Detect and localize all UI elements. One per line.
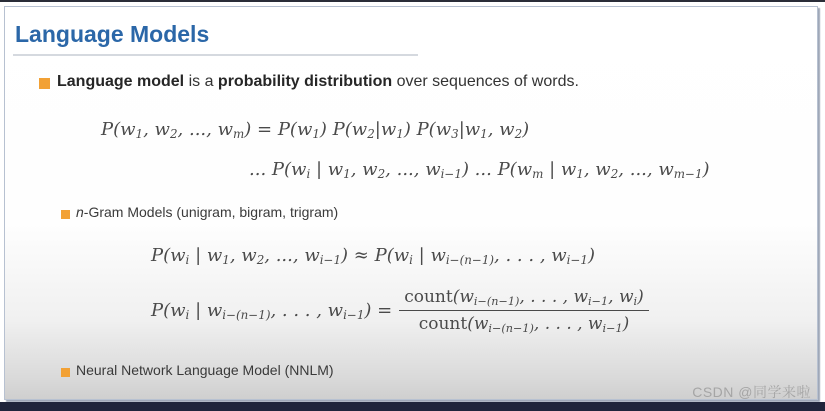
ngram-count-formula: [151, 287, 649, 334]
count-fraction-numerator: count(wi−(n−1), . . . , wi−1, wi): [399, 287, 649, 311]
bullet-icon: [61, 368, 70, 377]
chain-rule-formula-line2: ... P(wi | w1, w2, ..., wi−1) ... P(wm | w1, w2, ..., wm−1): [249, 159, 710, 182]
ngram-bullet-text: [76, 204, 338, 220]
definition-keyphrase: probability distribution: [217, 73, 393, 90]
bullet-icon: [39, 78, 50, 89]
ngram-rest: -Gram Models (unigram, bigram, trigram): [83, 204, 339, 220]
count-fraction: [399, 287, 649, 334]
definition-term: Language model: [57, 73, 185, 90]
video-top-edge: [0, 0, 825, 2]
nnlm-bullet-text: Neural Network Language Model (NNLM): [76, 362, 334, 378]
definition-tail: over sequences of words.: [392, 73, 579, 90]
ngram-approx-formula: P(wi | w1, w2, ..., wi−1) ≈ P(wi | wi−(n−1), . . . , wi−1): [151, 245, 596, 268]
count-fraction-denominator: count(wi−(n−1), . . . , wi−1): [418, 314, 630, 336]
video-bottom-bar: [0, 402, 825, 411]
watermark: CSDN @同学来啦: [692, 384, 811, 400]
slide-canvas: [4, 6, 818, 400]
definition-copula: is a: [184, 73, 218, 90]
title-underline: [13, 54, 418, 56]
definition-text: [57, 73, 579, 91]
bullet-icon: [61, 210, 70, 219]
page-title: Language Models: [15, 21, 210, 47]
chain-rule-formula-line1: P(w1, w2, ..., wm) = P(w1) P(w2|w1) P(w3|w1, w2): [101, 119, 530, 142]
ngram-n: n: [76, 204, 84, 220]
count-formula-lhs: P(wi | wi−(n−1), . . . , wi−1) =: [151, 300, 393, 323]
